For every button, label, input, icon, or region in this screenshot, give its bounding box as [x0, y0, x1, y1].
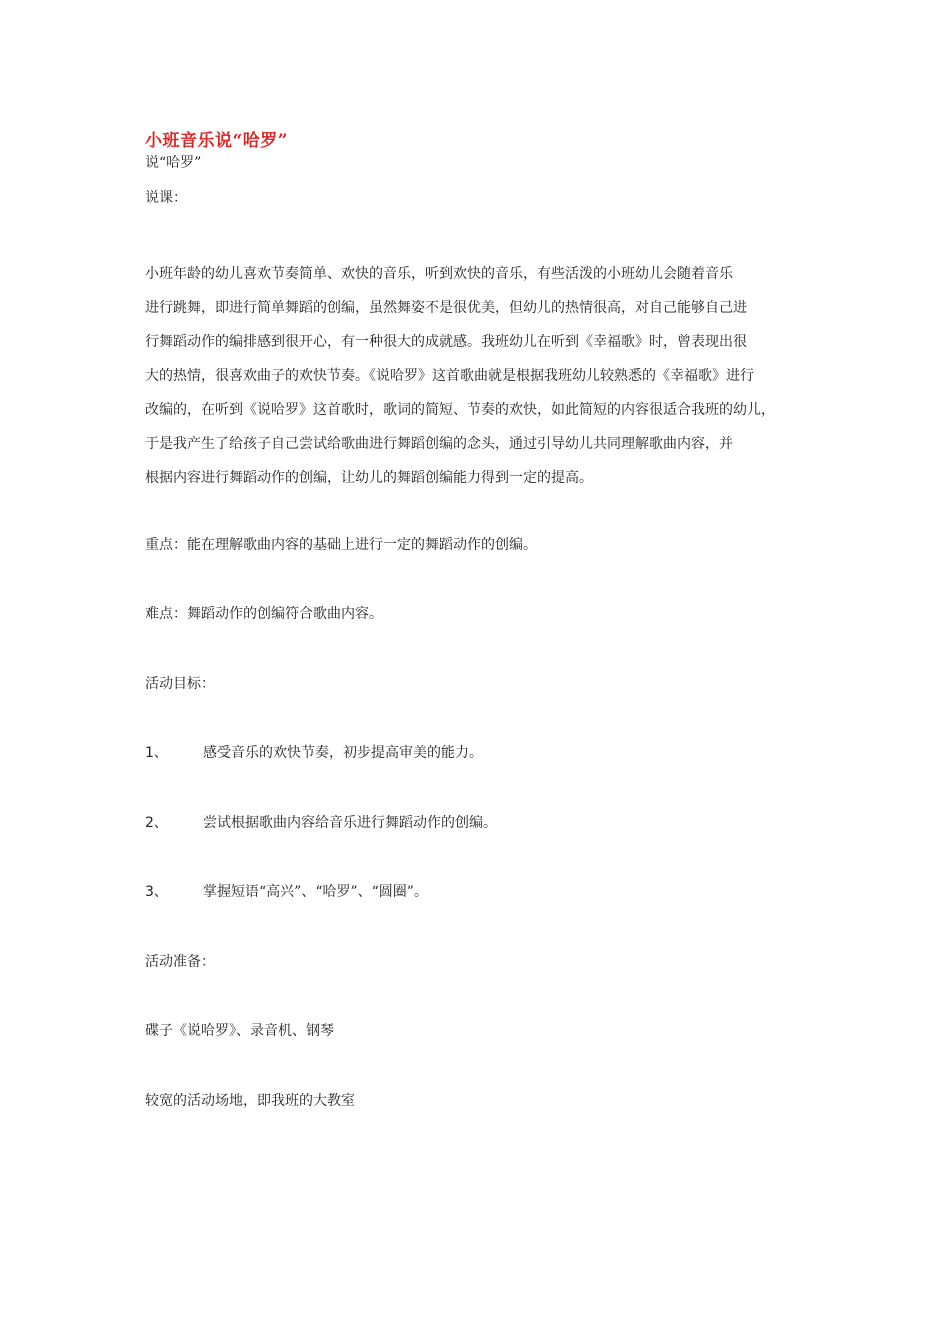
- paragraph-line: 改编的，在听到《说哈罗》这首歌时，歌词的简短、节奏的欢快，如此简短的内容很适合我班的幼儿，: [145, 402, 775, 418]
- paragraph-line: 根据内容进行舞蹈动作的创编，让幼儿的舞蹈创编能力得到一定的提高。: [145, 470, 593, 486]
- goal-item: [145, 743, 483, 763]
- paragraph-line: 于是我产生了给孩子自己尝试给歌曲进行舞蹈创编的念头，通过引导幼儿共同理解歌曲内容，并: [145, 436, 733, 452]
- prep-item: 较宽的活动场地，即我班的大教室: [145, 1093, 355, 1109]
- intro-paragraph: [145, 257, 820, 495]
- goal-text: 感受音乐的欢快节奏，初步提高审美的能力。: [203, 745, 483, 761]
- section-label-lecture: 说课：: [145, 190, 187, 206]
- prep-label: 活动准备：: [145, 954, 215, 970]
- paragraph-line: 小班年龄的幼儿喜欢节奏简单、欢快的音乐，听到欢快的音乐，有些活泼的小班幼儿会随着音乐: [145, 266, 733, 282]
- key-point: 重点：能在理解歌曲内容的基础上进行一定的舞蹈动作的创编。: [145, 537, 537, 553]
- goal-item: [145, 882, 428, 902]
- goal-text: 尝试根据歌曲内容给音乐进行舞蹈动作的创编。: [203, 815, 497, 831]
- goal-number: 1、: [145, 745, 168, 761]
- paragraph-line: 大的热情，很喜欢曲子的欢快节奏。《说哈罗》这首歌曲就是根据我班幼儿较熟悉的《幸福歌》进行: [145, 368, 754, 384]
- paragraph-line: 进行跳舞，即进行简单舞蹈的创编，虽然舞姿不是很优美，但幼儿的热情很高，对自己能够自己进: [145, 300, 747, 316]
- document-title: 小班音乐说“哈罗”: [145, 131, 289, 151]
- difficulty: 难点：舞蹈动作的创编符合歌曲内容。: [145, 606, 383, 622]
- goal-number: 3、: [145, 884, 168, 900]
- goal-item: [145, 813, 497, 833]
- goals-label: 活动目标：: [145, 676, 215, 692]
- prep-item: 碟子《说哈罗》、录音机、钢琴: [145, 1023, 334, 1039]
- document-subtitle: 说“哈罗”: [145, 155, 202, 171]
- goal-text: 掌握短语“高兴”、“哈罗”、“圆圈”。: [203, 884, 428, 900]
- paragraph-line: 行舞蹈动作的编排感到很开心，有一种很大的成就感。我班幼儿在听到《幸福歌》时，曾表现出很: [145, 334, 747, 350]
- goal-number: 2、: [145, 815, 168, 831]
